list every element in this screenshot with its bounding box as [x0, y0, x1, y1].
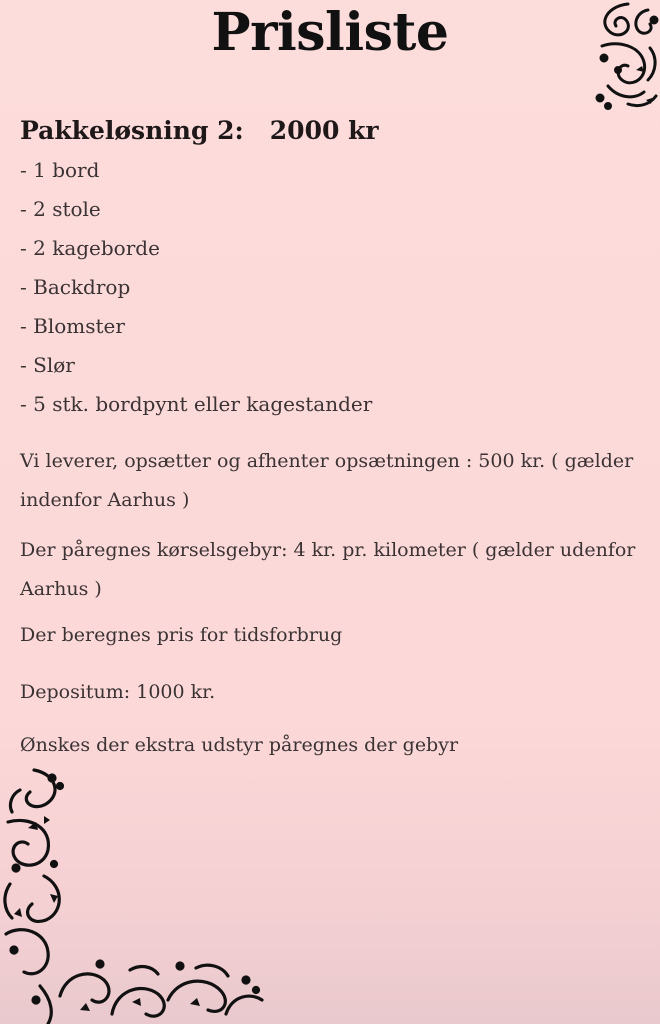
- package-name: Pakkeløsning 2:: [20, 116, 244, 145]
- delivery-info: Vi leverer, opsætter og afhenter opsætningen : 500 kr. ( gælder indenfor Aarhus ): [20, 450, 634, 511]
- list-item: - 2 kageborde: [20, 236, 160, 260]
- package-price: 2000 kr: [269, 116, 379, 145]
- list-item: - 2 stole: [20, 197, 101, 221]
- floral-ornament-bottom-left-icon: [0, 764, 270, 1024]
- time-price-info: Der beregnes pris for tidsforbrug: [20, 624, 343, 646]
- driving-fee-info: Der påregnes kørselsgebyr: 4 kr. pr. kilometer ( gælder udenfor Aarhus ): [20, 539, 636, 600]
- package-items-list: [20, 153, 372, 426]
- deposit-info: Depositum: 1000 kr.: [20, 681, 216, 703]
- page-title: Prisliste: [211, 2, 449, 63]
- list-item: - Backdrop: [20, 275, 131, 299]
- package-heading: [20, 116, 379, 145]
- extra-equipment-info: Ønskes der ekstra udstyr påregnes der gebyr: [20, 734, 459, 756]
- list-item: - 5 stk. bordpynt eller kagestander: [20, 392, 373, 416]
- list-item: - Blomster: [20, 314, 125, 338]
- list-item: - Slør: [20, 353, 75, 377]
- list-item: - 1 bord: [20, 158, 100, 182]
